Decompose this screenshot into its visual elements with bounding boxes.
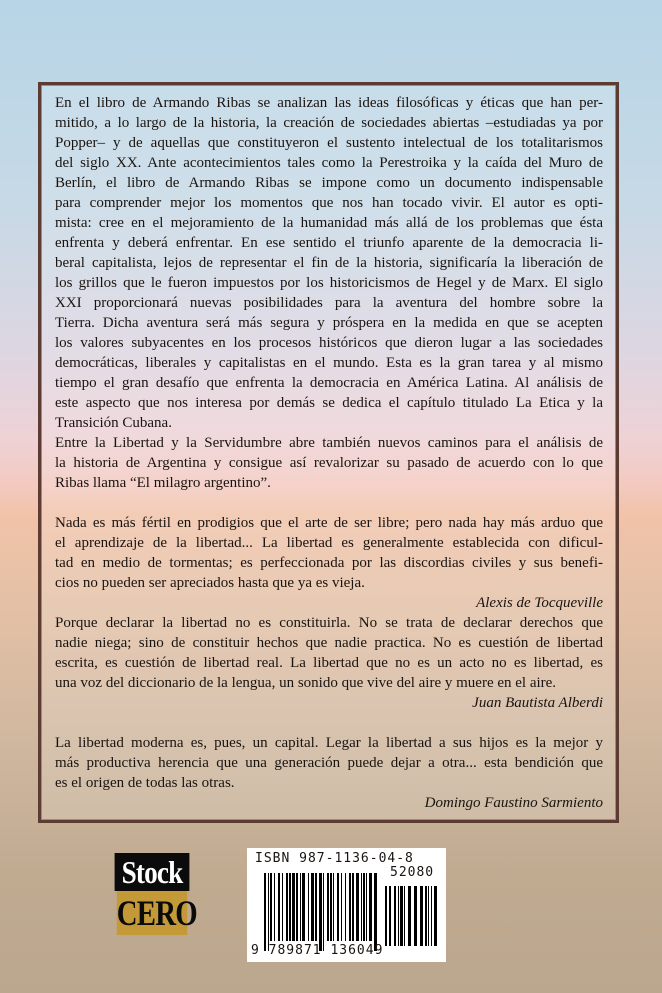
quote-author: Alexis de Tocqueville (476, 595, 603, 611)
text-line: enfrenta y deberá enfrentar. En ese sentido el triunfo aparente de la democracia li- (55, 235, 603, 251)
text-line: Entre la Libertad y la Servidumbre abre también nuevos caminos para el análisis de (55, 435, 603, 451)
text-line: Transición Cubana. (55, 415, 172, 431)
barcode-bar (369, 873, 372, 941)
barcode-bar (389, 886, 391, 946)
text-line: es el origen de todas las otras. (55, 775, 235, 791)
barcode-bar (311, 873, 314, 941)
barcode-bar (337, 873, 339, 941)
text-line: Tierra. Dicha aventura será más segura y próspera en la medida en que se acepten (55, 315, 603, 331)
text-line: los valores subyacentes en los procesos históricos que dieron lugar a las sociedades (55, 335, 603, 351)
barcode-bar (431, 886, 432, 946)
text-line: XXI proporcionará nuevas posibilidades para la aventura del hombre sobre la (55, 295, 603, 311)
text-line: una voz del diccionario de la lengua, un sonido que vive del aire y muere en el aire. (55, 675, 557, 691)
barcode-bar (349, 873, 351, 941)
barcode-bar (308, 873, 309, 941)
text-line: Berlín, el libro de Armando Ribas se impone como un documento indispensable (55, 175, 603, 191)
text-line: del siglo XX. Ante acontecimientos tales como la Perestroika y la caída del Muro de (55, 155, 603, 171)
text-line: para comprender mejor los momentos que nos han tocado vivir. El autor es opti- (55, 195, 603, 211)
barcode-bar (425, 886, 427, 946)
barcode-bar (366, 873, 367, 941)
barcode-bar (374, 873, 377, 951)
barcode-bar (323, 873, 324, 951)
quote-author: Juan Bautista Alberdi (472, 695, 603, 711)
barcode-bar (352, 873, 354, 941)
barcode-bar (268, 873, 269, 951)
back-cover-text (55, 93, 603, 813)
text-line: los grillos que le fueron impuestos por los historicismos de Hegel y de Marx. El siglo (55, 275, 603, 291)
barcode-bar (327, 873, 329, 941)
quote-author: Domingo Faustino Sarmiento (424, 795, 603, 811)
barcode-bar (296, 873, 298, 941)
text-line: Ribas llama “El milagro argentino”. (55, 475, 271, 491)
barcode-bar (315, 873, 317, 941)
publisher-logo (108, 853, 196, 935)
text-line: escrita, es cuestión de libertad real. La libertad que no es un acto no es libertad, es (55, 655, 603, 671)
text-line: la historia de Argentina y consigue así revalorizar su pasado de acuerdo con lo que (55, 455, 603, 471)
barcode-bar (300, 873, 301, 941)
barcode-bar (356, 873, 359, 941)
text-line: más productiva herencia que una generación puede dejar a otra... esta bendición que (55, 755, 603, 771)
text-line: tad en medio de tormentas; es perfeccionada por las discordias civiles y sus benefi- (55, 555, 603, 571)
barcode-bar (345, 873, 346, 941)
text-line: mitido, a lo largo de la historia, la creación de sociedades abiertas –estudiadas ya por (55, 115, 603, 131)
barcode-bar (286, 873, 288, 941)
barcode-bar (363, 873, 365, 941)
text-line: beral capitalista, lejos de representar el fin de la historia, significaría la liberación de (55, 255, 603, 271)
text-line: el aprendizaje de la libertad... La libertad es generalmente establecida con dificul- (55, 535, 603, 551)
barcode-bar (400, 886, 403, 946)
blank-line (55, 713, 603, 733)
barcode-bar (292, 873, 295, 941)
barcode-bar (302, 873, 305, 941)
barcode-bar (282, 873, 283, 941)
barcode-bar (361, 873, 362, 941)
price-addon-label: 52080 (390, 865, 435, 880)
text-line: En el libro de Armando Ribas se analizan las ideas filosóficas y éticas que han per- (55, 95, 603, 111)
barcode-bar (330, 873, 332, 941)
isbn-label: ISBN 987-1136-04-8 (255, 851, 414, 866)
logo-stock: Stock (115, 853, 190, 891)
blank-line (55, 493, 603, 513)
barcode-bar (385, 886, 387, 946)
text-line: cios no pueden ser apreciados hasta que ya es vieja. (55, 575, 365, 591)
barcode-bar (408, 886, 411, 946)
barcode-bar (274, 873, 275, 941)
barcode-bar (289, 873, 291, 941)
text-line: democráticas, liberales y capitalistas en el mundo. Esta es la gran tarea y al mismo (55, 355, 603, 371)
text-line: tiempo el gran desafío que enfrenta la democracia en América Latina. Al análisis de (55, 375, 603, 391)
barcode-bar (414, 886, 417, 946)
barcode-bar (420, 886, 423, 946)
text-line: Nada es más fértil en prodigios que el arte de ser libre; pero nada hay más arduo que (55, 515, 603, 531)
barcode-bar (319, 873, 322, 951)
barcode-bar (270, 873, 272, 941)
barcode-bar (398, 886, 399, 946)
text-line: La libertad moderna es, pues, un capital. Legar la libertad a sus hijos es la mejor y (55, 735, 603, 751)
barcode-bar (428, 886, 429, 946)
barcode-bar (333, 873, 334, 941)
text-line: Porque declarar la libertad no es constituirla. No se trata de declarar derechos que (55, 615, 603, 631)
barcode-bar (434, 886, 437, 946)
text-line: nadie niega; sino de constituir hechos que nadie practica. No es cuestión de libertad (55, 635, 603, 651)
barcode-bar (341, 873, 342, 941)
barcode-bar (264, 873, 266, 951)
ean-number: 9 789871 136049 (251, 943, 384, 958)
barcode-bar (404, 886, 405, 946)
text-line: este aspecto que nos interesa por demás se dedica el capítulo titulado La Etica y la (55, 395, 603, 411)
text-line: mista: cree en el mejoramiento de la humanidad más allá de los problemas que ésta (55, 215, 603, 231)
text-line: Popper– y de aquellas que constituyeron el sustento intelectual de los totalitarismos (55, 135, 603, 151)
barcode-bar (394, 886, 396, 946)
barcode-bar (278, 873, 280, 941)
isbn-barcode (247, 848, 446, 962)
logo-cero: CERO (116, 893, 197, 933)
